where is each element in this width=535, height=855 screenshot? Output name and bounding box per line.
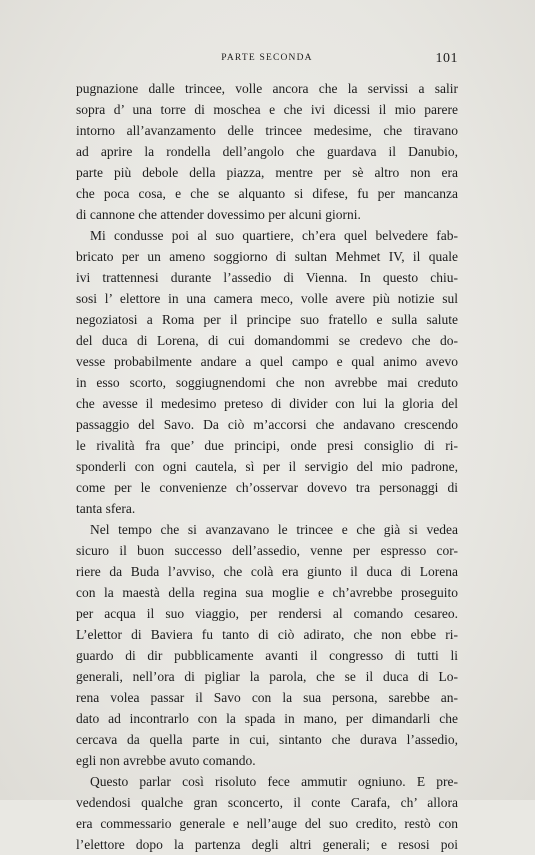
text-line: bricato per un ameno soggiorno di sultan Mehmet IV, il quale xyxy=(76,249,458,264)
text-line: ad aprire la rondella dell’angolo che guardava il Danubio, xyxy=(76,144,458,159)
text-line: generali, nell’ora di pigliar la parola, che se il duca di Lo- xyxy=(76,669,458,684)
text-line: vesse probabilmente andare a quel campo e qual animo avevo xyxy=(76,354,458,369)
text-line: di cannone che attender dovessimo per alcuni giorni. xyxy=(76,207,361,222)
text-line: tanta sfera. xyxy=(76,501,136,516)
text-line: guardo di dir pubblicamente avanti il congresso di tutti li xyxy=(76,648,458,663)
text-line: dato ad incontrarlo con la spada in mano, per dimandarli che xyxy=(76,711,458,726)
text-line: L’elettor di Baviera fu tanto di ciò adirato, che non ebbe ri- xyxy=(76,627,458,642)
text-line: le rivalità fra que’ due principi, onde presi consiglio di ri- xyxy=(76,438,458,453)
text-line: negoziatosi a Roma per il principe suo fratello e sulla salute xyxy=(76,312,458,327)
text-line: riere da Buda l’avviso, che colà era giunto il duca di Lorena xyxy=(76,564,458,579)
text-line: sopra d’ una torre di moschea e che ivi dicessi il mio parere xyxy=(76,102,458,117)
text-line: Mi condusse poi al suo quartiere, ch’era quel belvedere fab- xyxy=(90,228,458,243)
text-line: del duca di Lorena, di cui domandommi se credevo che do- xyxy=(76,333,458,348)
text-line: per acqua il suo viaggio, per rendersi al comando cesareo. xyxy=(76,606,458,621)
text-line: con la maestà della regina sua moglie e ch’avrebbe proseguito xyxy=(76,585,458,600)
text-line: passaggio del Savo. Da ciò m’accorsi che andavano crescendo xyxy=(76,417,458,432)
text-line: egli non avrebbe avuto comando. xyxy=(76,753,256,768)
text-line: Questo parlar così risoluto fece ammutir ogniuno. E pre- xyxy=(90,774,458,789)
text-line: intorno all’avanzamento delle trincee medesime, che tiravano xyxy=(76,123,458,138)
text-line: cercava da quella parte in cui, sintanto che durava l’assedio, xyxy=(76,732,458,747)
text-line: come per le convenienze ch’osservar dovevo tra personaggi di xyxy=(76,480,458,495)
text-line: rena volea passar il Savo con la sua persona, sarebbe an- xyxy=(76,690,458,705)
text-line: in esso scorto, soggiugnendomi che non avrebbe mai creduto xyxy=(76,375,458,390)
text-line: parte più debole della piazza, mentre per sè altro non era xyxy=(76,165,458,180)
page-number: 101 xyxy=(435,51,458,66)
text-line: sosi l’ elettore in una camera meco, volle avere più notizie sul xyxy=(76,291,458,306)
running-title: PARTE SECONDA xyxy=(221,53,313,63)
text-line: vedendosi qualche gran sconcerto, il conte Carafa, ch’ allora xyxy=(76,795,458,810)
text-line: era commessario generale e nell’auge del suo credito, restò con xyxy=(76,816,458,831)
text-line: sicuro il buon successo dell’assedio, venne per espresso cor- xyxy=(76,543,458,558)
running-head xyxy=(76,52,458,68)
text-line: ivi trattennesi durante l’assedio di Vienna. In questo chiu- xyxy=(76,270,458,285)
text-line: che avesse il medesimo preteso di divider con lui la gloria del xyxy=(76,396,458,411)
text-line: Nel tempo che si avanzavano le trincee e che già si vedea xyxy=(90,522,458,537)
text-line: l’elettore dopo la partenza degli altri generali; e resosi poi xyxy=(76,837,458,852)
text-line: sponderli con ogni cautela, sì per il servigio del mio padrone, xyxy=(76,459,458,474)
text-line: pugnazione dalle trincee, volle ancora che la servissi a salir xyxy=(76,81,458,96)
body-text xyxy=(76,78,458,855)
text-line: che poca cosa, e che se alquanto si difese, fu per mancanza xyxy=(76,186,458,201)
